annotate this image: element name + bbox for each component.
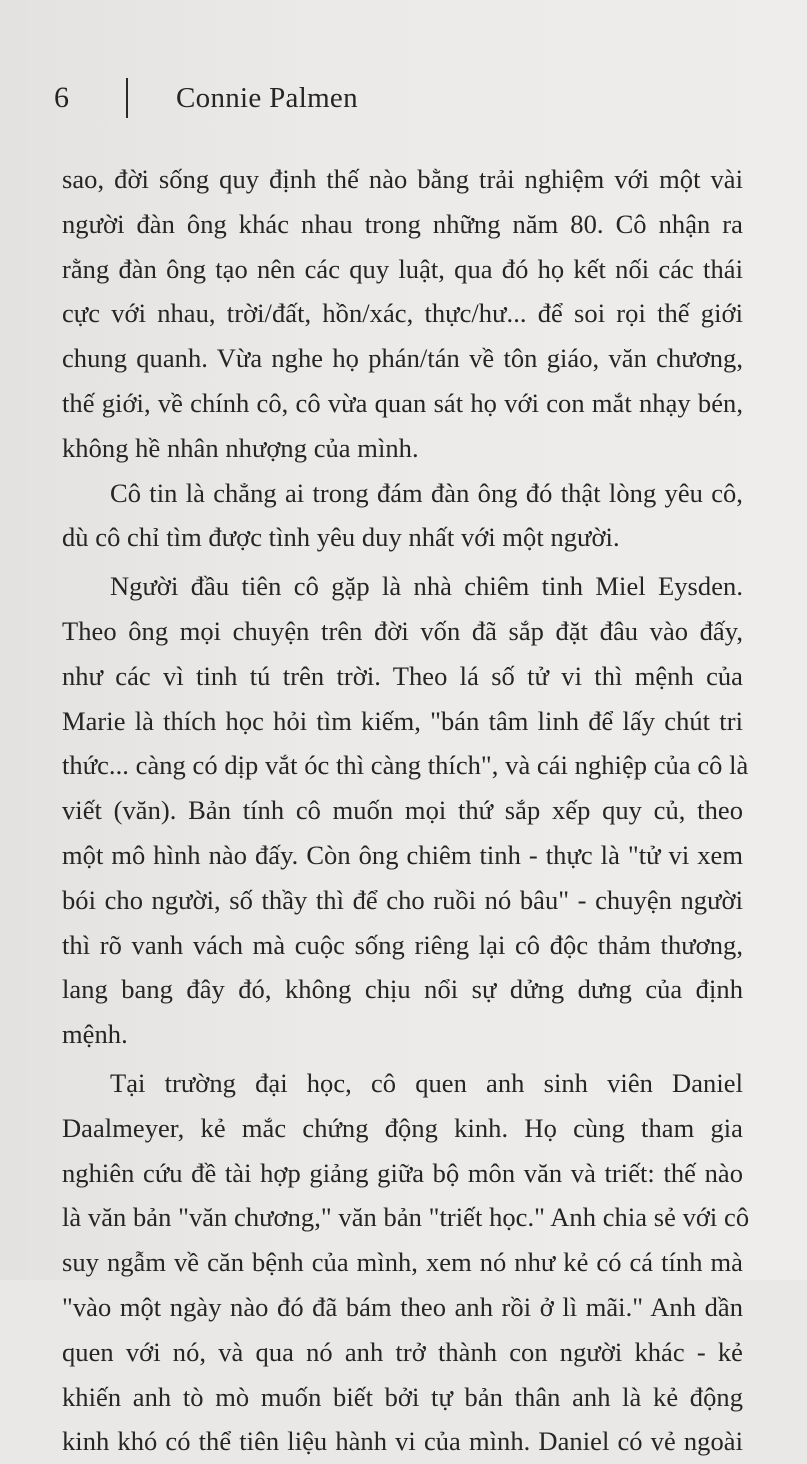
text-line: mệnh. [62,1019,128,1050]
running-head-author: Connie Palmen [176,81,358,114]
text-line: Marie là thích học hỏi tìm kiếm, "bán tâm linh để lấy chút tri [62,705,743,736]
text-line: quen với nó, và qua nó anh trở thành con người khác - kẻ [62,1336,743,1367]
text-line: chung quanh. Vừa nghe họ phán/tán về tôn giáo, văn chương, [62,343,743,374]
text-line: thức... càng có dịp vắt óc thì càng thích", và cái nghiệp của cô là [62,750,749,781]
text-line: rằng đàn ông tạo nên các quy luật, qua đó họ kết nối các thái [62,253,743,284]
paragraph [62,471,743,561]
text-line: một mô hình nào đấy. Còn ông chiêm tinh - thực là "tử vi xem [62,839,743,870]
text-line: bói cho người, số thầy thì để cho ruồi nó bâu" - chuyện người [62,884,743,915]
text-line: Cô tin là chẳng ai trong đám đàn ông đó thật lòng yêu cô, [110,477,743,508]
text-line: dù cô chỉ tìm được tình yêu duy nhất với một người. [62,522,620,553]
text-line: nghiên cứu đề tài hợp giảng giữa bộ môn văn và triết: thế nào [62,1157,743,1188]
paragraph [62,564,749,1057]
text-line: "vào một ngày nào đó đã bám theo anh rồi ở lì mãi." Anh dần [62,1291,743,1322]
page-header [54,78,358,118]
text-line: là văn bản "văn chương," văn bản "triết học." Anh chia sẻ với cô [62,1202,750,1233]
text-line: thế giới, về chính cô, cô vừa quan sát họ với con mắt nhạy bén, [62,387,743,418]
text-line: sao, đời sống quy định thế nào bằng trải nghiệm với một vài [62,164,743,194]
text-line: Người đầu tiên cô gặp là nhà chiêm tinh Miel Eysden. [110,571,743,602]
text-line: khiến anh tò mò muốn biết bởi tự bản thân anh là kẻ động [62,1381,743,1412]
text-line: người đàn ông khác nhau trong những năm 80. Cô nhận ra [62,208,743,239]
paragraph [62,1061,750,1464]
text-line: viết (văn). Bản tính cô muốn mọi thứ sắp xếp quy củ, theo [62,795,743,826]
text-line: lang bang đây đó, không chịu nổi sự dửng dưng của định [62,974,743,1005]
body-text [62,157,750,1464]
text-line: kinh khó có thể tiên liệu hành vi của mình. Daniel có vẻ ngoài [62,1426,743,1457]
text-line: như các vì tinh tú trên trời. Theo lá số tử vi thì mệnh của [62,660,743,691]
text-line: Daalmeyer, kẻ mắc chứng động kinh. Họ cùng tham gia [62,1112,743,1143]
text-line: suy ngẫm về căn bệnh của mình, xem nó như kẻ có cá tính mà [62,1247,743,1278]
header-divider [126,78,128,118]
text-line: thì rõ vanh vách mà cuộc sống riêng lại cô độc thảm thương, [62,929,743,960]
text-line: Tại trường đại học, cô quen anh sinh viên Daniel [110,1067,743,1098]
page-number: 6 [54,81,70,114]
text-line: Theo ông mọi chuyện trên đời vốn đã sắp đặt đâu vào đấy, [62,615,743,646]
text-line: cực với nhau, trời/đất, hồn/xác, thực/hư... để soi rọi thế giới [62,298,743,329]
paragraph [62,157,743,471]
text-line: không hề nhân nhượng của mình. [62,432,419,463]
